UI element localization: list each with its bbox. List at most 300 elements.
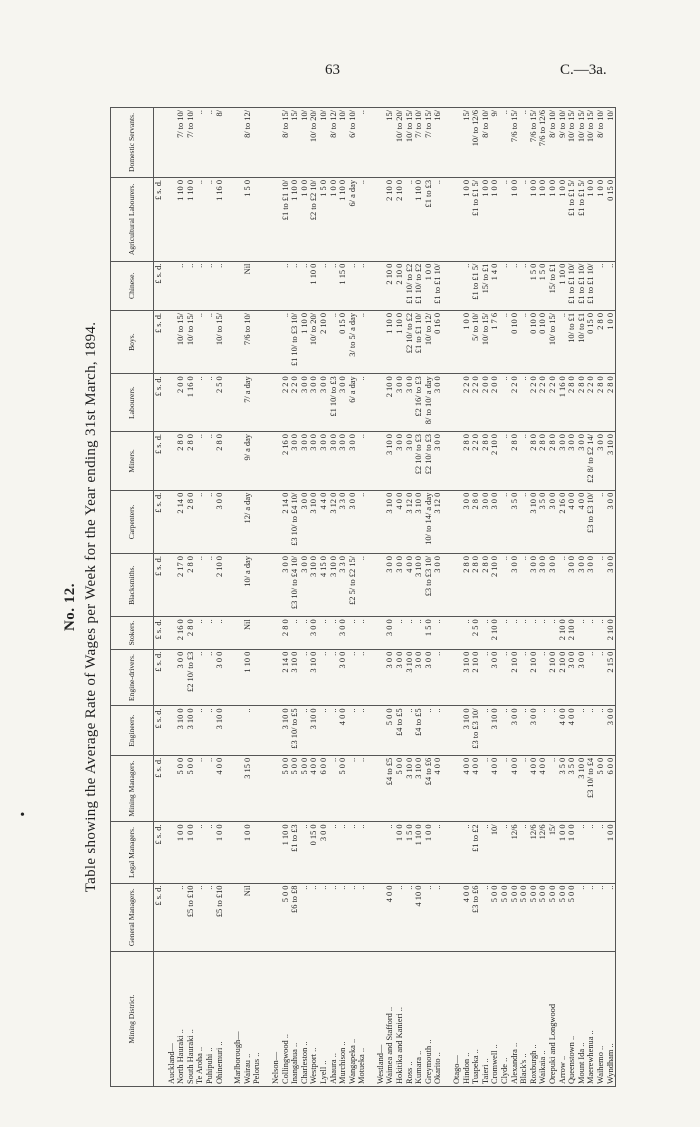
wage-cell: .. [195, 177, 205, 261]
column-header: Legal Managers. [111, 822, 154, 883]
wage-cell: .. [519, 554, 529, 617]
wage-cell: .. [586, 617, 596, 649]
wage-cell [164, 108, 177, 178]
wage-cell: 8/ to 12/ [243, 108, 253, 178]
wage-cell [252, 649, 262, 706]
wage-cell: 2 8 0 [596, 374, 606, 432]
wage-cell: £1 10/ to £3 10/ [290, 310, 300, 373]
wage-cell: 2 10 0 [558, 617, 568, 649]
unit-cell: £ s. d. [154, 617, 164, 649]
wage-cell: 1 0 0 [596, 177, 606, 261]
wage-cell: 6/ a day [348, 177, 358, 261]
wage-cell: 1 5 0 [538, 261, 548, 310]
wage-cell: 10/ to 15/ [586, 108, 596, 178]
wage-cell: 3 10 0 [309, 490, 319, 553]
wage-cell: 15/ [462, 108, 472, 178]
wage-cell: 3 3 0 [338, 490, 348, 553]
wage-cell [449, 177, 462, 261]
district-cell: Westport .. [309, 952, 319, 1087]
wage-cell [373, 706, 386, 755]
wage-cell: 3 0 0 [338, 649, 348, 706]
wage-cell: 5 0 0 [290, 755, 300, 822]
wage-cell [373, 617, 386, 649]
wage-cell: 2 10 0 [385, 374, 395, 432]
district-cell: Okarito .. [433, 952, 443, 1087]
wage-cell: .. [357, 617, 367, 649]
wage-cell [268, 432, 281, 491]
wage-cell: .. [500, 706, 510, 755]
wage-cell: £1 to £1 5/ [471, 261, 481, 310]
wage-cell: £1 to £1 10/ [586, 261, 596, 310]
wage-cell: 1 0 0 [424, 261, 434, 310]
wage-cell: .. [357, 108, 367, 178]
wage-cell: £1 to £1 10/ [414, 310, 424, 373]
wage-cell: .. [357, 261, 367, 310]
wage-cell: 8/ to 10/ [596, 108, 606, 178]
district-cell: Murchison .. [338, 952, 348, 1087]
wage-cell: 2 16 0 [281, 432, 291, 491]
wage-cell: Nil [243, 617, 253, 649]
district-cell: Tuapeka .. [471, 952, 481, 1087]
wage-cell: 3 0 0 [395, 374, 405, 432]
wage-cell: .. [462, 822, 472, 883]
wage-cell: £1 to £1 5/ [471, 177, 481, 261]
wage-cell: 10/ to 15/ [481, 310, 491, 373]
region-row [449, 108, 462, 1087]
table-row [538, 108, 548, 1087]
wage-cell: .. [205, 432, 215, 491]
wage-cell: 2 10 0 [215, 554, 225, 617]
wage-cell [164, 261, 177, 310]
wage-cell: £3 to £3 10/ [586, 490, 596, 553]
wage-cell: 5 0 0 [529, 883, 539, 951]
wage-cell [268, 617, 281, 649]
wage-cell [252, 554, 262, 617]
wage-cell: 2 8 0 [462, 432, 472, 491]
wage-cell: 3 12 0 [329, 490, 339, 553]
wage-cell [230, 755, 243, 822]
wage-cell: .. [519, 490, 529, 553]
wage-cell [268, 706, 281, 755]
wage-cell: £4 to £5 [395, 706, 405, 755]
district-cell: South Hauraki .. [186, 952, 196, 1087]
wage-cell: .. [596, 649, 606, 706]
wage-cell: 0 15 0 [606, 177, 616, 261]
wage-cell [252, 177, 262, 261]
wage-cell: .. [424, 883, 434, 951]
region-row [268, 108, 281, 1087]
district-cell: Greymouth .. [424, 952, 434, 1087]
wage-cell: 1 0 0 [548, 177, 558, 261]
wage-cell: 1 0 0 [329, 177, 339, 261]
wage-cell: 4 0 0 [215, 755, 225, 822]
table-row [357, 108, 367, 1087]
wage-cell: .. [405, 177, 415, 261]
wage-cell: 3 5 0 [567, 755, 577, 822]
wage-cell [230, 177, 243, 261]
wage-cell: 3 0 0 [606, 490, 616, 553]
wage-cell: £1 to £3 [424, 177, 434, 261]
wage-cell: 4 0 0 [405, 554, 415, 617]
wage-cell: .. [395, 883, 405, 951]
wage-cell: 2 8 0 [510, 432, 520, 491]
wage-cell: £1 to £1 10/ [433, 261, 443, 310]
wage-cell [164, 649, 177, 706]
wage-cell: 0 15 0 [586, 310, 596, 373]
wage-cell: .. [500, 822, 510, 883]
wage-cell: 2 0 0 [490, 374, 500, 432]
wage-cell [373, 310, 386, 373]
wage-cell: .. [338, 883, 348, 951]
wage-cell: .. [538, 706, 548, 755]
wage-cell: 3 0 0 [481, 490, 491, 553]
wage-cell: 3 10 0 [577, 755, 587, 822]
wage-cell: 1 5 0 [405, 822, 415, 883]
wage-cell: .. [548, 617, 558, 649]
wage-cell: 8/ to 12/ [329, 108, 339, 178]
table-row [300, 108, 310, 1087]
wage-cell [373, 432, 386, 491]
wage-cell: 10/ [606, 108, 616, 178]
wage-cell: .. [195, 108, 205, 178]
wage-cell: 3 0 0 [319, 374, 329, 432]
table-row [215, 108, 225, 1087]
wage-cell: 10/ to 15/ [567, 108, 577, 178]
wage-cell: 3 0 0 [567, 432, 577, 491]
wage-cell: .. [205, 617, 215, 649]
region-row [230, 108, 243, 1087]
wage-cell: £1 10/ to £2 [414, 261, 424, 310]
wage-cell: 3 0 0 [567, 649, 577, 706]
table-row [471, 108, 481, 1087]
wage-cell: 5 0 0 [567, 883, 577, 951]
column-header: Mining Managers. [111, 755, 154, 822]
district-cell: Alexandra .. [510, 952, 520, 1087]
table-row [529, 108, 539, 1087]
wage-cell: 1 10 0 [414, 822, 424, 883]
wage-cell: .. [433, 822, 443, 883]
wage-cell: 1 0 0 [481, 177, 491, 261]
wage-cell: £3 10/ to £4 [586, 755, 596, 822]
wage-cell: 0 15 0 [309, 822, 319, 883]
district-cell: Clyde .. [500, 952, 510, 1087]
wage-cell: 10/ to 15/ [405, 108, 415, 178]
page-number: 63 [325, 62, 340, 78]
wage-cell: 3 0 0 [538, 554, 548, 617]
wage-cell: 1 10 0 [243, 649, 253, 706]
wage-cell: 5 0 0 [519, 883, 529, 951]
wage-cell: 2 2 0 [290, 374, 300, 432]
wage-cell: 2 14 0 [281, 649, 291, 706]
wage-cell: 3 0 0 [309, 432, 319, 491]
district-cell: Charleston .. [300, 952, 310, 1087]
wage-cell: .. [215, 617, 225, 649]
district-cell: Cromwell .. [490, 952, 500, 1087]
wage-cell: 15/ [385, 108, 395, 178]
wage-cell: 8/ to 10/ [481, 108, 491, 178]
wage-cell: .. [357, 755, 367, 822]
wage-cell [164, 554, 177, 617]
wage-cell [373, 374, 386, 432]
wage-cell: 3 0 0 [586, 554, 596, 617]
wage-cell: .. [357, 374, 367, 432]
wage-cell: .. [281, 310, 291, 373]
wage-cell [164, 706, 177, 755]
wage-cell: 2 10 0 [490, 617, 500, 649]
wage-cell: .. [300, 649, 310, 706]
wage-cell: .. [195, 310, 205, 373]
district-cell: Motueka .. [357, 952, 367, 1087]
wage-cell: 3/ to 5/ a day [348, 310, 358, 373]
table-row [329, 108, 339, 1087]
wage-cell: .. [596, 554, 606, 617]
wage-cell: 2 15 0 [606, 649, 616, 706]
wage-cell: 2 16 0 [558, 490, 568, 553]
wage-cell: 15/ to £1 [481, 261, 491, 310]
wage-cell: 1 0 0 [300, 177, 310, 261]
wage-cell: .. [481, 649, 491, 706]
wage-cell: .. [329, 883, 339, 951]
wage-cell: 3 0 0 [405, 374, 415, 432]
wage-cell [268, 310, 281, 373]
wage-cell: 4 0 0 [490, 755, 500, 822]
wage-cell: 2 16 0 [176, 617, 186, 649]
wage-cell: .. [357, 432, 367, 491]
wage-cell: 1 0 0 [567, 822, 577, 883]
wage-cell: .. [300, 617, 310, 649]
wage-cell: 1 5 0 [529, 261, 539, 310]
wage-cell: .. [577, 617, 587, 649]
wage-cell: 1 0 0 [510, 177, 520, 261]
wage-cell: 2 10 0 [606, 617, 616, 649]
wage-cell: 12/ a day [243, 490, 253, 553]
wage-cell: 2 10 0 [385, 177, 395, 261]
wage-cell: .. [195, 617, 205, 649]
wage-cell: 2 8 0 [481, 554, 491, 617]
wage-cell: 2 10 0 [385, 261, 395, 310]
wage-cell: 2 10 0 [548, 649, 558, 706]
wage-cell: 3 10 0 [176, 706, 186, 755]
wage-cell: .. [405, 706, 415, 755]
wage-cell: 5 0 0 [538, 883, 548, 951]
wage-cell: 3 0 0 [433, 432, 443, 491]
wage-cell: .. [205, 883, 215, 951]
wage-cell: 2 2 0 [529, 374, 539, 432]
wage-cell: .. [405, 883, 415, 951]
wage-cell: 3 10 0 [309, 706, 319, 755]
wage-cell: 5 0 0 [490, 883, 500, 951]
wage-cell: 5 0 0 [548, 883, 558, 951]
wage-cell: 0 16 0 [433, 310, 443, 373]
wage-cell: 8/ to 10/ [548, 108, 558, 178]
wage-cell: .. [519, 310, 529, 373]
wage-cell: .. [348, 617, 358, 649]
wage-cell: .. [205, 822, 215, 883]
wage-cell: 10/ to 15/ [176, 310, 186, 373]
wage-cell: .. [500, 177, 510, 261]
wage-cell: 4 0 0 [538, 755, 548, 822]
wage-cell [230, 310, 243, 373]
district-cell: Ross .. [405, 952, 415, 1087]
wage-cell: 1 0 0 [606, 310, 616, 373]
unit-cell: £ s. d. [154, 374, 164, 432]
wage-cell: .. [519, 822, 529, 883]
wage-cell: 1 15 0 [338, 261, 348, 310]
wage-cell: .. [290, 617, 300, 649]
wage-cell: 8/ to 15/ [281, 108, 291, 178]
wage-cell: .. [357, 706, 367, 755]
wage-cell: 3 0 0 [215, 649, 225, 706]
wage-cell: .. [481, 617, 491, 649]
wage-cell: 7/6 to 12/6 [538, 108, 548, 178]
wage-cell: 12/6 [510, 822, 520, 883]
wage-cell: £1 to £1 10/ [577, 261, 587, 310]
wage-cell: 9/ a day [243, 432, 253, 491]
wage-cell: 3 0 0 [577, 649, 587, 706]
table-row [405, 108, 415, 1087]
wage-cell: 1 10 0 [281, 822, 291, 883]
wage-cell [230, 649, 243, 706]
wage-cell: 3 0 0 [529, 554, 539, 617]
wage-cell: 3 10 0 [414, 490, 424, 553]
wage-cell: 4 0 0 [558, 706, 568, 755]
wage-cell: 2 5 0 [215, 374, 225, 432]
wage-cell: .. [205, 374, 215, 432]
table-row [577, 108, 587, 1087]
wage-cell: .. [519, 755, 529, 822]
wage-cell: 3 10 0 [462, 649, 472, 706]
wage-cell: 3 0 0 [215, 490, 225, 553]
wage-cell: £5 to £10 [186, 883, 196, 951]
wage-cell: .. [577, 706, 587, 755]
district-cell: Taieri .. [481, 952, 491, 1087]
wage-cell: Nil [243, 883, 253, 951]
wage-cell [373, 177, 386, 261]
wage-cell: 2 10 0 [490, 554, 500, 617]
wage-cell: 1 7 6 [490, 310, 500, 373]
wage-cell: .. [500, 490, 510, 553]
wage-cell: .. [586, 883, 596, 951]
wage-cell: 3 5 0 [558, 755, 568, 822]
wage-cell: 1 10 0 [176, 177, 186, 261]
wage-cell: £2 10/ to £3 [414, 432, 424, 491]
wage-cell: .. [205, 706, 215, 755]
wage-cell [449, 822, 462, 883]
wage-cell: 5 0 0 [500, 883, 510, 951]
wage-cell: .. [348, 706, 358, 755]
region-row [164, 108, 177, 1087]
wage-cell: 4 0 0 [338, 706, 348, 755]
wage-cell: .. [357, 649, 367, 706]
district-cell: Inangahua .. [290, 952, 300, 1087]
unit-cell: £ s. d. [154, 822, 164, 883]
header-row [111, 108, 154, 1087]
wages-table [110, 107, 616, 1087]
wage-cell: 1 16 0 [558, 374, 568, 432]
wage-cell: £2 10/ to £3 [186, 649, 196, 706]
wage-cell: .. [586, 649, 596, 706]
wage-cell: 1 0 0 [243, 822, 253, 883]
wage-cell: 7/ to 10/ [186, 108, 196, 178]
wage-cell: 5 0 0 [596, 755, 606, 822]
wage-cell: 3 0 0 [577, 554, 587, 617]
wage-cell [268, 261, 281, 310]
wage-cell [373, 108, 386, 178]
wage-cell: 1 5 0 [424, 617, 434, 649]
wage-cell: 1 10 0 [186, 177, 196, 261]
district-cell: Puhipuhi .. [205, 952, 215, 1087]
wage-cell: 4 0 0 [462, 883, 472, 951]
wage-cell: 5 0 0 [510, 883, 520, 951]
wage-cell: .. [319, 261, 329, 310]
wage-cell: £4 to £5 [385, 755, 395, 822]
wage-cell: 2 0 0 [481, 374, 491, 432]
wage-cell: £5 to £10 [215, 883, 225, 951]
wage-cell: 3 10 0 [385, 490, 395, 553]
wage-cell [268, 649, 281, 706]
wage-cell: 6 0 0 [319, 755, 329, 822]
wage-cell: .. [500, 432, 510, 491]
wage-cell: 2 2 0 [471, 374, 481, 432]
column-header: Agricultural Labourers. [111, 177, 154, 261]
wage-cell: .. [329, 755, 339, 822]
wage-cell: 2 8 0 [462, 554, 472, 617]
wage-cell: .. [500, 261, 510, 310]
wage-cell: .. [195, 822, 205, 883]
wage-cell: .. [329, 617, 339, 649]
wage-cell: 3 10 0 [309, 649, 319, 706]
wage-cell: .. [195, 706, 205, 755]
wage-cell: .. [357, 490, 367, 553]
wage-cell: 3 12 0 [433, 490, 443, 553]
wage-cell: .. [290, 261, 300, 310]
wage-cell: 1 0 0 [606, 822, 616, 883]
wage-cell: .. [195, 432, 205, 491]
wage-cell: 2 2 0 [548, 374, 558, 432]
district-cell: Auckland— [164, 952, 177, 1087]
wage-cell: 1 16 0 [215, 177, 225, 261]
wage-cell: 2 8 0 [176, 432, 186, 491]
unit-cell: £ s. d. [154, 706, 164, 755]
column-header: Blacksmiths. [111, 554, 154, 617]
wage-cell: 3 0 0 [424, 649, 434, 706]
wage-cell: 10/ to £1 [567, 310, 577, 373]
wage-cell: .. [205, 755, 215, 822]
wage-cell: 1 0 0 [462, 177, 472, 261]
wage-cell: .. [500, 374, 510, 432]
wage-cell: £3 to £3 10/ [471, 706, 481, 755]
wage-cell: 1 10 0 [558, 261, 568, 310]
district-cell: Collingwood .. [281, 952, 291, 1087]
wage-cell: £1 to £1 10/ [567, 261, 577, 310]
wage-cell [449, 261, 462, 310]
column-header: Carpenters. [111, 490, 154, 553]
wage-cell: 4 0 0 [462, 755, 472, 822]
wage-cell: 3 0 0 [529, 706, 539, 755]
wage-cell: 2 8 0 [481, 432, 491, 491]
wage-cell [230, 432, 243, 491]
wage-cell: 10/ to 12/6 [471, 108, 481, 178]
wage-cell [268, 822, 281, 883]
wage-cell: 5 0 0 [385, 706, 395, 755]
wage-cell: 4 0 0 [510, 755, 520, 822]
unit-cell: £ s. d. [154, 490, 164, 553]
wage-cell: .. [348, 822, 358, 883]
wage-cell: .. [519, 617, 529, 649]
wage-cell: .. [500, 617, 510, 649]
wage-cell: 5 0 0 [176, 755, 186, 822]
wage-cell [449, 490, 462, 553]
